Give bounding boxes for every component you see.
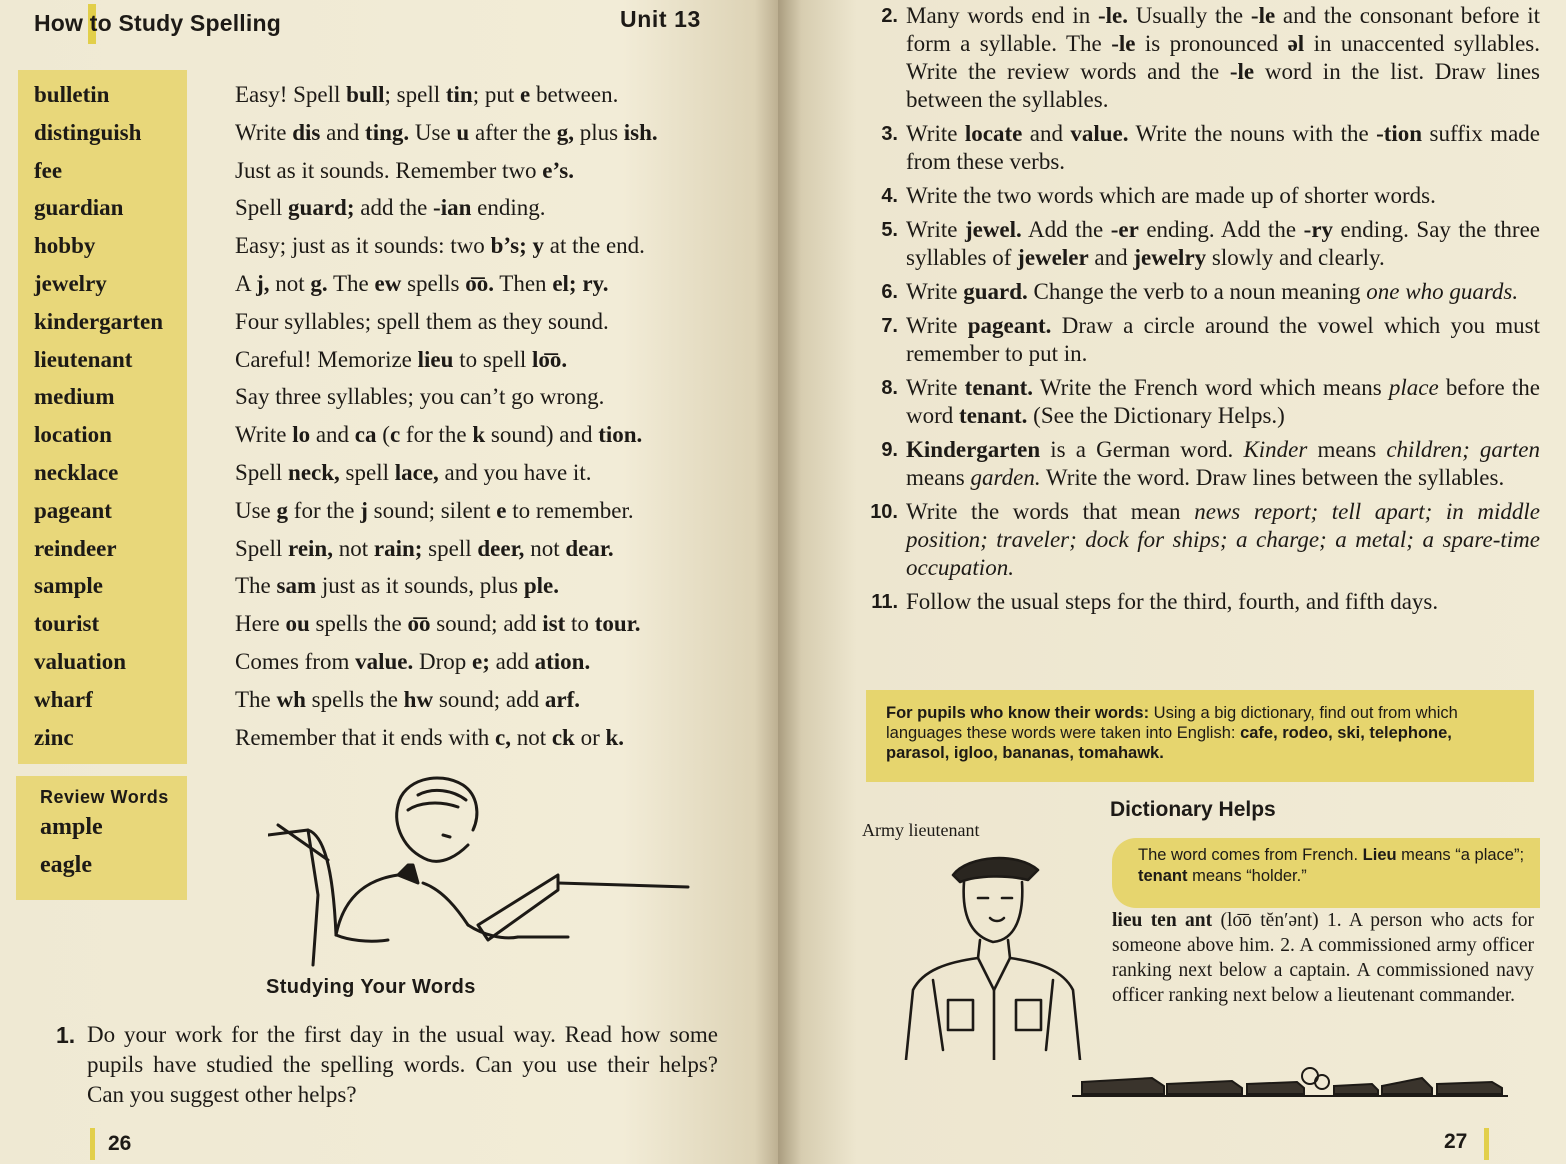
exercise-step [870, 588, 1540, 616]
illustration-caption: Studying Your Words [266, 976, 476, 998]
step-number: 10. [870, 501, 898, 523]
spelling-hint: The sam just as it sounds, plus ple. [235, 573, 559, 599]
step-text: Follow the usual steps for the third, fourth, and fifth days. [906, 589, 1439, 614]
step-number: 6. [881, 281, 898, 303]
spelling-hint: Four syllables; spell them as they sound. [235, 308, 609, 334]
page-title: How to Study Spelling [34, 10, 281, 36]
spelling-word: wharf [34, 686, 93, 712]
army-lieutenant-caption: Army lieutenant [862, 820, 980, 840]
spelling-hint: Just as it sounds. Remember two e’s. [235, 157, 575, 183]
spelling-hint: Careful! Memorize lieu to spell lo͞o. [235, 346, 568, 372]
step-number: 1. [56, 1022, 76, 1048]
review-word: ample [40, 814, 103, 840]
page-number: 26 [108, 1132, 132, 1155]
spelling-word: reindeer [34, 535, 117, 561]
exercise-step [870, 182, 1540, 210]
step-number: 11. [871, 591, 898, 613]
step-text: Write the words that mean news report; tell apart; in middle position; traveler; dock for ships; a charge; a metal; a spare-time occupation. [906, 499, 1540, 580]
step-number: 8. [881, 377, 898, 399]
review-words-heading: Review Words [40, 787, 169, 807]
spelling-word: location [34, 422, 112, 448]
spelling-hint: Spell guard; add the -ian ending. [235, 195, 546, 221]
spelling-word: medium [34, 384, 115, 410]
spelling-hint: Easy; just as it sounds: two b’s; y at the end. [235, 233, 645, 259]
army-lieutenant-illustration [898, 840, 1098, 1060]
spelling-word: guardian [34, 195, 124, 221]
exercise-step [870, 278, 1540, 306]
step-text: Write locate and value. Write the nouns with the -tion suffix made from these verbs. [906, 121, 1540, 174]
step-text: Many words end in -le. Usually the -le and the consonant before it form a syllable. The -le is pronounced əl in unaccented syllables. Write the review words and the -le word in the list. Draw lines between the syllables. [906, 3, 1540, 112]
step-text: Do your work for the first day in the usual way. Read how some pupils have studied the spelling words. Can you use their helps? Can you suggest other helps? [87, 1022, 718, 1107]
page-number-accent [90, 1128, 95, 1160]
spelling-word: pageant [34, 497, 112, 523]
exercise-step [870, 374, 1540, 430]
studying-boy-illustration [268, 765, 698, 975]
spelling-hint: Write dis and ting. Use u after the g, plus ish. [235, 119, 658, 145]
step-text: Kindergarten is a German word. Kinder means children; garten means garden. Write the word. Draw lines between the syllables. [906, 437, 1540, 490]
spelling-word: zinc [34, 724, 74, 750]
spelling-word: necklace [34, 459, 119, 485]
spelling-hint: The wh spells the hw sound; add arf. [235, 686, 581, 712]
spelling-hint: Here ou spells the o͞o sound; add ist to tour. [235, 611, 641, 637]
etymology-text: The word comes from French. Lieu means “a place”; tenant means “holder.” [1138, 846, 1525, 885]
spelling-hint: Say three syllables; you can’t go wrong. [235, 384, 605, 410]
dictionary-definition: lieu ten ant (lo͞o tĕn′ənt) 1. A person who acts for someone above him. 2. A commissioned army officer ranking next below a captain. A commissioned navy officer ranking next below a lieutenant commander. [1112, 910, 1534, 1006]
left-page [0, 0, 778, 1164]
review-word: eagle [40, 852, 92, 878]
step-text: Write pageant. Draw a circle around the vowel which you must remember to put in. [906, 313, 1541, 366]
spelling-word: tourist [34, 611, 100, 637]
step-number: 5. [881, 219, 898, 241]
spelling-hint: Spell neck, spell lace, and you have it. [235, 459, 592, 485]
step-number: 7. [881, 315, 898, 337]
dictionary-helps-heading: Dictionary Helps [1110, 798, 1276, 821]
spelling-word: hobby [34, 233, 96, 259]
step-text: Write guard. Change the verb to a noun meaning one who guards. [906, 279, 1519, 304]
spelling-word: distinguish [34, 119, 142, 145]
step-number: 2. [881, 5, 898, 27]
page-number: 27 [1444, 1130, 1468, 1153]
spelling-word: sample [34, 573, 103, 599]
spelling-hint: Comes from value. Drop e; add ation. [235, 648, 591, 674]
step-text: Write the two words which are made up of shorter words. [906, 183, 1436, 208]
spelling-word: jewelry [34, 270, 107, 296]
spelling-word: kindergarten [34, 308, 164, 334]
spelling-hint-list [235, 78, 658, 758]
spelling-hint: Remember that it ends with c, not ck or k. [235, 724, 625, 750]
exercise-step [870, 312, 1540, 368]
exercise-step [870, 436, 1540, 492]
exercise-step-1 [56, 1020, 718, 1110]
spelling-word-list [34, 78, 163, 758]
advanced-pupils-text: For pupils who know their words: Using a big dictionary, find out from which languages these words were taken into English: cafe, rodeo, ski, telephone, parasol, igloo, bananas, tomahawk. [886, 704, 1458, 762]
spelling-hint: Spell rein, not rain; spell deer, not dear. [235, 535, 614, 561]
step-number: 3. [881, 123, 898, 145]
spelling-word: fee [34, 157, 63, 183]
step-number: 9. [881, 439, 898, 461]
step-text: Write jewel. Add the -er ending. Add the -ry ending. Say the three syllables of jeweler and jewelry slowly and clearly. [906, 217, 1540, 270]
unit-label: Unit 13 [620, 6, 701, 32]
exercise-step [870, 498, 1540, 582]
spelling-hint: Use g for the j sound; silent e to remember. [235, 497, 634, 523]
spelling-hint: Easy! Spell bull; spell tin; put e between. [235, 82, 619, 107]
step-number: 4. [881, 185, 898, 207]
step-text: Write tenant. Write the French word which means place before the word tenant. (See the Dictionary Helps.) [906, 375, 1540, 428]
spelling-word: bulletin [34, 82, 110, 107]
spelling-hint: Write lo and ca (c for the k sound) and tion. [235, 422, 643, 448]
exercise-step [870, 2, 1540, 114]
spelling-word: valuation [34, 648, 127, 674]
exercise-steps [870, 2, 1540, 622]
exercise-step [870, 216, 1540, 272]
barracks-illustration [1072, 1062, 1512, 1102]
spelling-hint: A j, not g. The ew spells o͞o. Then el; ry. [235, 270, 609, 296]
spelling-word: lieutenant [34, 346, 133, 372]
exercise-step [870, 120, 1540, 176]
page-number-accent [1484, 1128, 1489, 1160]
